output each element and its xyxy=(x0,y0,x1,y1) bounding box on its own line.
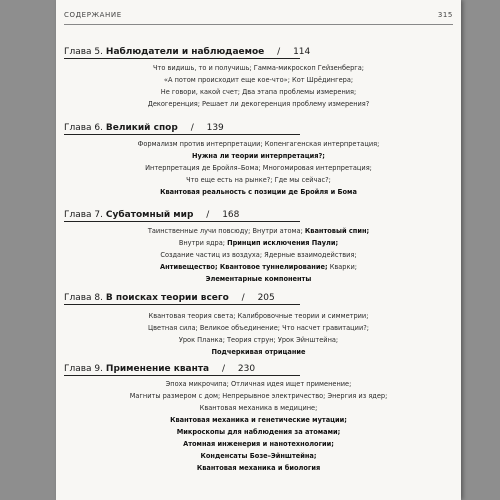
chapter-title: Великий спор xyxy=(105,123,178,133)
chapter-underline xyxy=(64,375,300,376)
toc-line: Эпоха микрочипа; Отличная идея ищет применение; xyxy=(165,380,352,388)
toc-line: Антивещество; Квантовое туннелирование; Кварки; xyxy=(160,263,357,271)
chapter-title: Наблюдатели и наблюдаемое xyxy=(105,47,265,57)
toc-line: Урок Планка; Теория струн; Урок Эйнштейна; xyxy=(178,336,339,344)
chapter-label: Глава 7. xyxy=(64,210,104,220)
toc-line: Что еще есть на рынке?; Где мы сейчас?; xyxy=(186,176,331,184)
header-rule xyxy=(64,24,453,25)
toc-line: Магниты размером с дом; Непрерывное электричество; Энергия из ядер; xyxy=(129,392,388,400)
chapter-label: Глава 5. xyxy=(64,47,104,57)
toc-line: Нужна ли теории интерпретация?; xyxy=(192,152,325,160)
running-head xyxy=(64,11,453,19)
chapter-heading: Глава 8. В поисках теории всего / 205 xyxy=(64,293,275,303)
chapter-title: Применение кванта xyxy=(105,364,210,374)
chapter-page: 205 xyxy=(257,293,275,303)
toc-line: Не говори, какой счет; Два этапа проблемы измерения; xyxy=(160,88,357,96)
toc-line: Декогеренция; Решает ли декогеренция проблему измерения? xyxy=(147,100,370,108)
chapter-page: 114 xyxy=(293,47,311,57)
toc-line: Атомная инженерия и нанотехнологии; xyxy=(183,440,334,448)
toc-line: Внутри ядра; Принцип исключения Паули; xyxy=(178,239,339,247)
toc-line: Конденсаты Бозе–Эйнштейна; xyxy=(200,452,317,460)
chapter-underline xyxy=(64,221,300,222)
chapter-heading: Глава 5. Наблюдатели и наблюдаемое / 114 xyxy=(64,47,311,57)
toc-line: «А потом происходит еще кое-что»; Кот Шрёдингера; xyxy=(163,76,354,84)
chapter-page: 230 xyxy=(237,364,256,374)
toc-line: Таинственные лучи повсюду; Внутри атома; Квантовый спин; xyxy=(147,227,370,235)
toc-line: Элементарные компоненты xyxy=(205,275,312,283)
section-title: СОДЕРЖАНИЕ xyxy=(64,11,122,19)
chapter-label: Глава 6. xyxy=(64,123,104,133)
toc-line: Квантовая механика и генетические мутации; xyxy=(170,416,347,424)
book-page xyxy=(56,0,461,500)
toc-line: Создание частиц из воздуха; Ядерные взаимодействия; xyxy=(160,251,357,259)
toc-line: Квантовая теория света; Калибровочные теории и симметрии; xyxy=(148,312,369,320)
chapter-underline xyxy=(64,134,300,135)
chapter-underline xyxy=(64,58,300,59)
page-number: 315 xyxy=(437,11,453,19)
toc-line: Интерпретация де Бройля–Бома; Многомировая интерпретация; xyxy=(145,164,372,172)
toc-line: Квантовая реальность с позиции де Бройля и Бома xyxy=(160,188,357,196)
chapter-title: В поисках теории всего xyxy=(105,293,229,303)
toc-line: Квантовая механика и биология xyxy=(196,464,321,472)
chapter-label: Глава 8. xyxy=(64,293,104,303)
chapter-label: Глава 9. xyxy=(64,364,104,374)
toc-line: Формализм против интерпретации; Копенгагенская интерпретация; xyxy=(137,140,380,148)
toc-line: Микроскопы для наблюдения за атомами; xyxy=(176,428,341,436)
toc-line: Цветная сила; Великое объединение; Что насчет гравитации?; xyxy=(148,324,369,332)
toc-line: Подчеркивая отрицание xyxy=(211,348,306,356)
chapter-heading: Глава 6. Великий спор / 139 xyxy=(64,123,224,133)
chapter-page: 168 xyxy=(222,210,240,220)
chapter-page: 139 xyxy=(206,123,224,133)
toc-line: Квантовая механика в медицине; xyxy=(199,404,318,412)
chapter-heading: Глава 9. Применение кванта / 230 xyxy=(64,364,256,374)
chapter-underline xyxy=(64,304,300,305)
toc-line: Что видишь, то и получишь; Гамма-микроскоп Гейзенберга; xyxy=(152,64,365,72)
chapter-title: Субатомный мир xyxy=(105,210,194,220)
chapter-heading: Глава 7. Субатомный мир / 168 xyxy=(64,210,240,220)
